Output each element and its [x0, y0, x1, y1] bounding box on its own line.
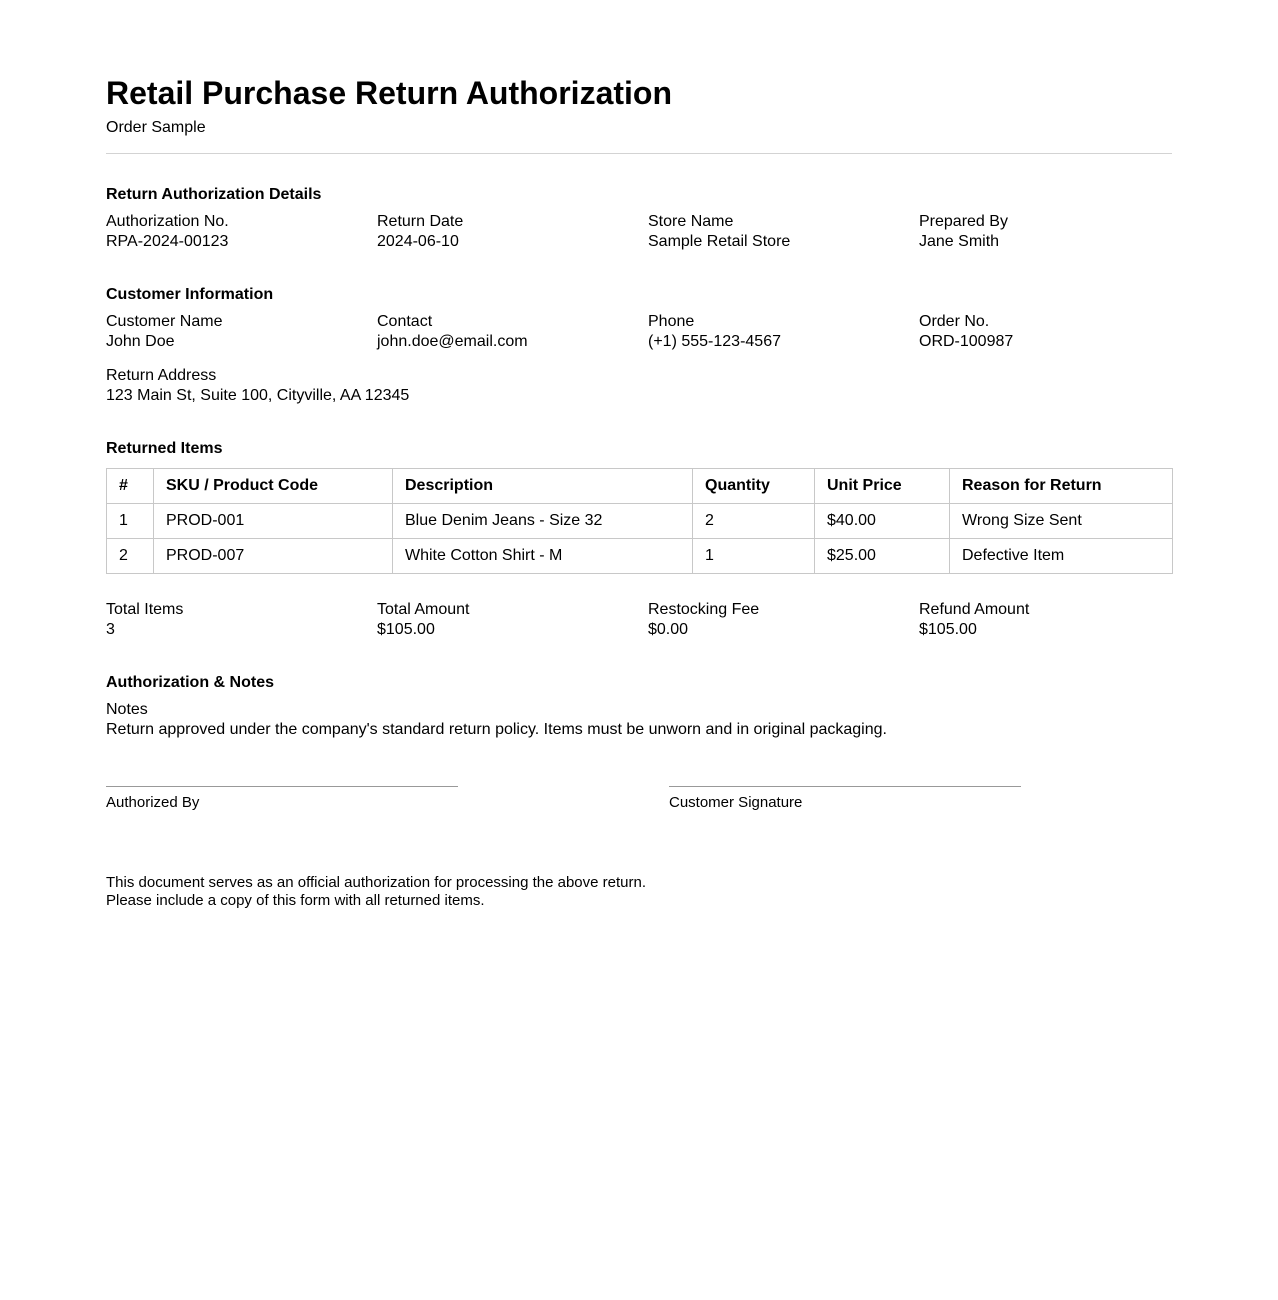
customer-signature-label: Customer Signature: [669, 794, 803, 811]
totals-fields: [106, 600, 1190, 640]
field-label: Order No.: [919, 313, 990, 330]
footer-instruction: Please include a copy of this form with all returned items.: [106, 892, 485, 909]
field-label: Return Address: [106, 367, 217, 384]
cell-quantity: 2: [693, 504, 815, 539]
column-header-description: Description: [393, 469, 693, 504]
field-label: Store Name: [648, 213, 734, 230]
field-label: Total Amount: [377, 601, 470, 618]
field-label: Contact: [377, 313, 433, 330]
field-label: Phone: [648, 313, 695, 330]
order-number-field: [919, 312, 1190, 352]
field-label: Restocking Fee: [648, 601, 760, 618]
cell-reason: Wrong Size Sent: [950, 504, 1173, 539]
total-items-field: [106, 600, 377, 640]
cell-description: White Cotton Shirt - M: [393, 539, 693, 574]
field-label: Customer Name: [106, 313, 223, 330]
field-label: Authorization No.: [106, 213, 229, 230]
field-value: 123 Main St, Suite 100, Cityville, AA 12345: [106, 387, 410, 404]
field-value: ORD-100987: [919, 333, 1014, 350]
field-value: 3: [106, 621, 115, 638]
column-header-reason: Reason for Return: [950, 469, 1173, 504]
document-subtitle: Order Sample: [106, 119, 206, 136]
cell-quantity: 1: [693, 539, 815, 574]
refund-amount-field: [919, 600, 1190, 640]
table-row: [107, 539, 1173, 574]
cell-number: 1: [107, 504, 154, 539]
field-value: $0.00: [648, 621, 689, 638]
field-value: 2024-06-10: [377, 233, 459, 250]
cell-sku: PROD-007: [154, 539, 393, 574]
field-value: john.doe@email.com: [377, 333, 528, 350]
field-value: (+1) 555-123-4567: [648, 333, 781, 350]
column-header-quantity: Quantity: [693, 469, 815, 504]
notes-text: Return approved under the company's standard return policy. Items must be unworn and in original packaging.: [106, 721, 887, 738]
field-value: $105.00: [377, 621, 435, 638]
cell-reason: Defective Item: [950, 539, 1173, 574]
column-header-unit-price: Unit Price: [815, 469, 950, 504]
field-value: Jane Smith: [919, 233, 1000, 250]
customer-information-heading: Customer Information: [106, 286, 274, 303]
return-address-block: [106, 366, 1172, 406]
field-value: Sample Retail Store: [648, 233, 791, 250]
phone-field: [648, 312, 919, 352]
notes-block: [106, 700, 1172, 740]
field-value: John Doe: [106, 333, 175, 350]
authorized-by-signature-line: [106, 786, 458, 787]
column-header-number: #: [107, 469, 154, 504]
table-row: [107, 504, 1173, 539]
field-label: Prepared By: [919, 213, 1008, 230]
authorization-details-fields: [106, 212, 1190, 252]
column-header-sku: SKU / Product Code: [154, 469, 393, 504]
cell-sku: PROD-001: [154, 504, 393, 539]
total-amount-field: [377, 600, 648, 640]
field-label: Refund Amount: [919, 601, 1030, 618]
field-value: $105.00: [919, 621, 977, 638]
cell-unit-price: $40.00: [815, 504, 950, 539]
cell-unit-price: $25.00: [815, 539, 950, 574]
customer-information-fields: [106, 312, 1190, 352]
returned-items-table: [106, 468, 1173, 574]
customer-name-field: [106, 312, 377, 352]
restocking-fee-field: [648, 600, 919, 640]
footer-statement: This document serves as an official authorization for processing the above return.: [106, 874, 647, 891]
authorization-number-field: [106, 212, 377, 252]
field-label: Return Date: [377, 213, 464, 230]
document-title: Retail Purchase Return Authorization: [106, 75, 672, 111]
cell-number: 2: [107, 539, 154, 574]
notes-label: Notes: [106, 701, 148, 718]
store-name-field: [648, 212, 919, 252]
return-date-field: [377, 212, 648, 252]
field-label: Total Items: [106, 601, 184, 618]
authorization-notes-heading: Authorization & Notes: [106, 674, 274, 691]
cell-description: Blue Denim Jeans - Size 32: [393, 504, 693, 539]
customer-signature-line: [669, 786, 1021, 787]
return-address-field: [106, 366, 1190, 406]
authorization-details-heading: Return Authorization Details: [106, 186, 322, 203]
contact-field: [377, 312, 648, 352]
header-divider: [106, 153, 1172, 154]
prepared-by-field: [919, 212, 1190, 252]
notes-field: [106, 700, 1190, 740]
table-header-row: [107, 469, 1173, 504]
field-value: RPA-2024-00123: [106, 233, 229, 250]
authorized-by-label: Authorized By: [106, 794, 200, 811]
returned-items-heading: Returned Items: [106, 440, 223, 457]
